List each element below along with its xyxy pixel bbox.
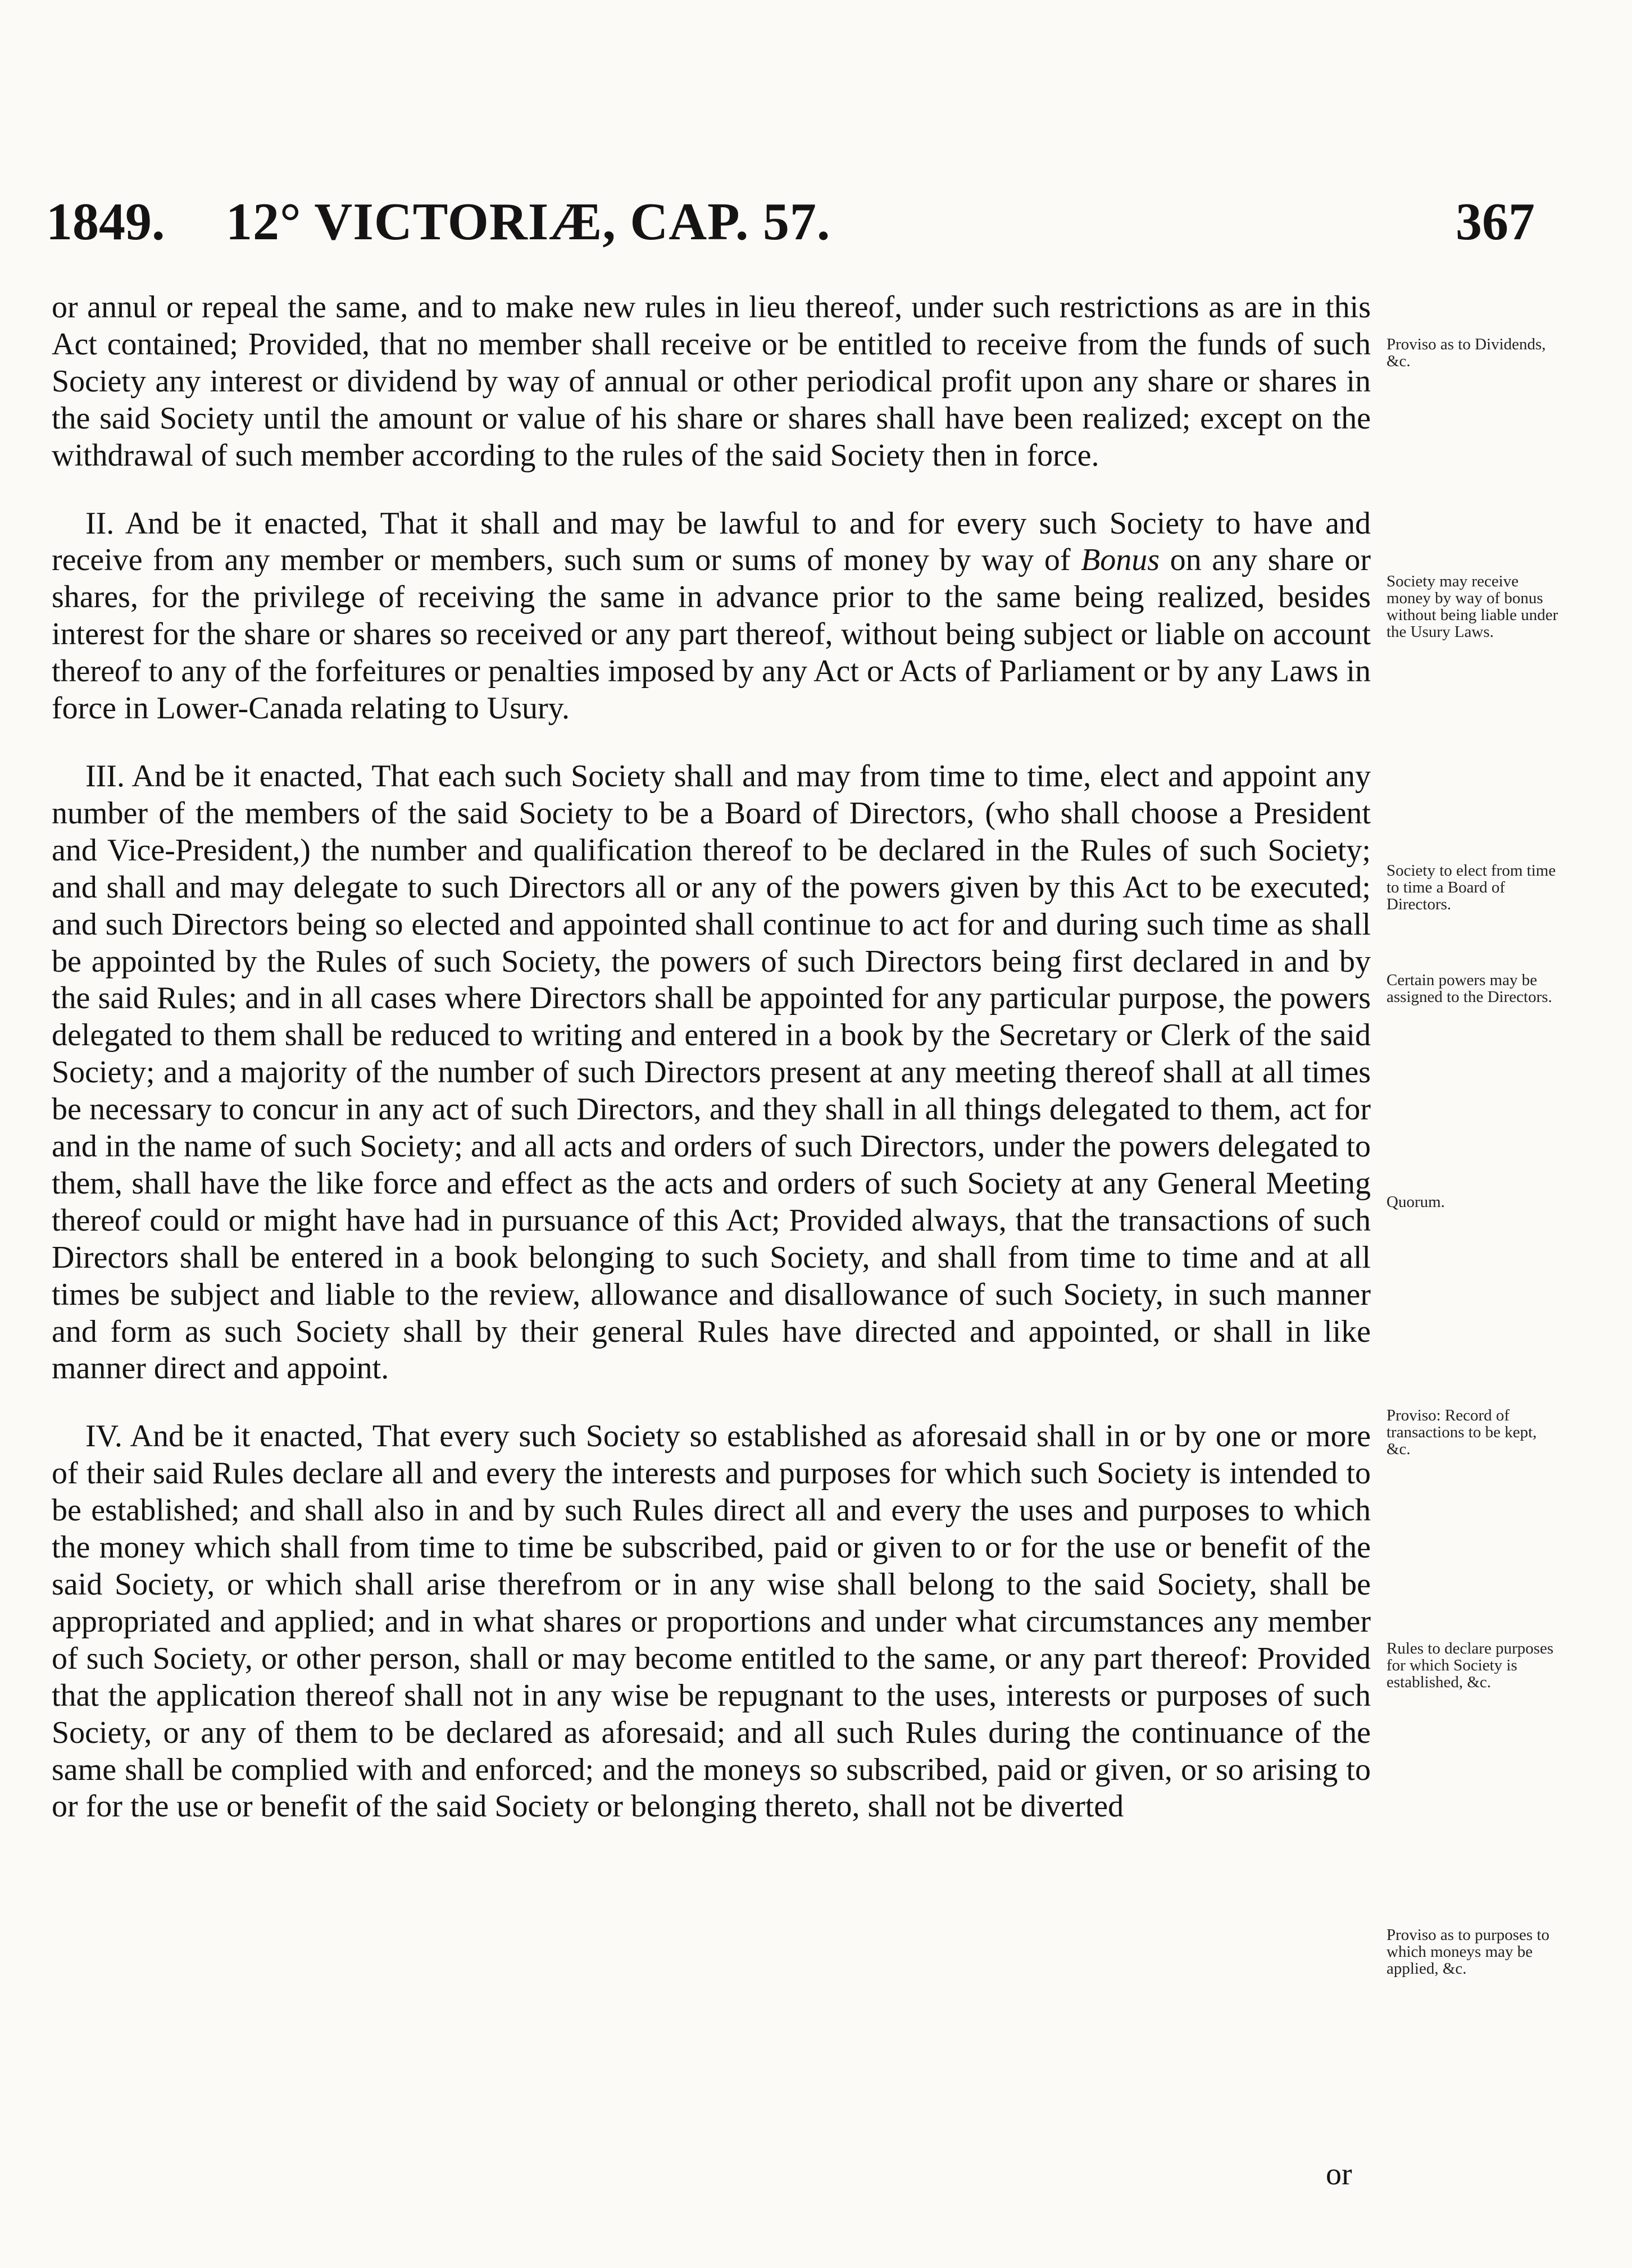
margin-note-quorum: Quorum.	[1386, 1193, 1445, 1211]
paragraph-section-3: III. And be it enacted, That each such Society shall and may from time to time, elect and appoint any number of the members of the said Society to be a Board of Directors, (who shall choose a President and Vice-President,) the number and qualification thereof to be declared in the Rules of such Society; and shall and may delegate to such Directors all or any of the powers given by this Act to be executed; and such Directors being so elected and appointed shall continue to act for and during such time as shall be appointed by the Rules of such Society, the powers of such Directors being first declared in and by the said Rules; and in all cases where Directors shall be appointed for any particular purpose, the powers delegated to them shall be reduced to writing and entered in a book by the Secretary or Clerk of the said Society; and a majority of the number of such Directors present at any meeting thereof shall at all times be necessary to concur in any act of such Directors, and they shall in all things delegated to them, act for and in the name of such Society; and all acts and orders of such Directors, under the powers delegated to them, shall have the like force and effect as the acts and orders of such Society at any General Meeting thereof could or might have had in pursuance of this Act; Provided always, that the transactions of such Directors shall be entered in a book belonging to such Society, and shall from time to time and at all times be subject and liable to the review, allowance and disallowance of such Society, in such manner and form as such Society shall by their general Rules have directed and appointed, or shall in like manner direct and appoint.	[52, 758, 1371, 1386]
margin-note-dividends: Proviso as to Dividends, &c.	[1386, 335, 1546, 370]
paragraph-section-4: IV. And be it enacted, That every such Society so established as aforesaid shall in or by one or more of their said Rules declare all and every the interests and purposes for which such Society is intended to be established; and shall also in and by such Rules direct all and every the uses and purposes to which the money which shall from time to time be subscribed, paid or given to or for the use or benefit of the said Society, or which shall arise therefrom or in any wise shall belong to the said Society, shall be appropriated and applied; and in what shares or proportions and under what circumstances any member of such Society, or other person, shall or may become entitled to the same, or any part thereof: Provided that the application thereof shall not in any wise be repugnant to the uses, interests or purposes of such Society, or any of them to be declared as aforesaid; and all such Rules during the continuance of the same shall be complied with and enforced; and the moneys so subscribed, paid or given, or so arising to or for the use or benefit of the said Society or belonging thereto, shall not be diverted	[52, 1419, 1371, 1824]
header-year: 1849.	[46, 193, 165, 251]
catchword: or	[1326, 2157, 1352, 2192]
section-2-text-before: II. And be it enacted, That it shall and may be lawful to and for every such Society to have and receive from any member or members, such sum or sums of money by way of	[52, 505, 1371, 578]
margin-note-rules-purposes: Rules to declare purposes for which Society is established, &c.	[1386, 1639, 1554, 1691]
margin-note-record-of-transactions: Proviso: Record of transactions to be kept, &c.	[1386, 1406, 1537, 1458]
section-2-text-after: on any share or shares, for the privilege of receiving the same in advance prior to the same being realized, besides interest for the share or shares so received or any part thereof, without being subject or liable on account thereof to any of the forfeitures or penalties imposed by any Act or Acts of Parliament or by any Laws in force in Lower-Canada relating to Usury.	[52, 543, 1371, 726]
paragraph-continued: or annul or repeal the same, and to make new rules in lieu thereof, under such restrictions as are in this Act contained; Provided, that no member shall receive or be entitled to receive from the funds of such Society any interest or dividend by way of annual or other periodical profit upon any share or shares in the said Society until the amount or value of his share or shares shall have been realized; except on the withdrawal of such member according to the rules of the said Society then in force.	[52, 290, 1371, 473]
margin-note-powers-assigned: Certain powers may be assigned to the Directors.	[1386, 971, 1552, 1006]
body-text	[52, 289, 1371, 1825]
header-title: 12° VICTORIÆ, CAP. 57.	[226, 193, 831, 251]
running-header	[46, 191, 1535, 253]
margin-note-bonus-usury: Society may receive money by way of bonus without being liable under the Usury Laws.	[1386, 572, 1558, 641]
margin-note-moneys-applied: Proviso as to purposes to which moneys may be applied, &c.	[1386, 1926, 1549, 1978]
page-number: 367	[1456, 193, 1535, 251]
bonus-italic-word: Bonus	[1081, 543, 1160, 578]
paragraph-section-2	[52, 505, 1371, 727]
margin-note-board-of-directors: Society to elect from time to time a Board of Directors.	[1386, 862, 1556, 913]
